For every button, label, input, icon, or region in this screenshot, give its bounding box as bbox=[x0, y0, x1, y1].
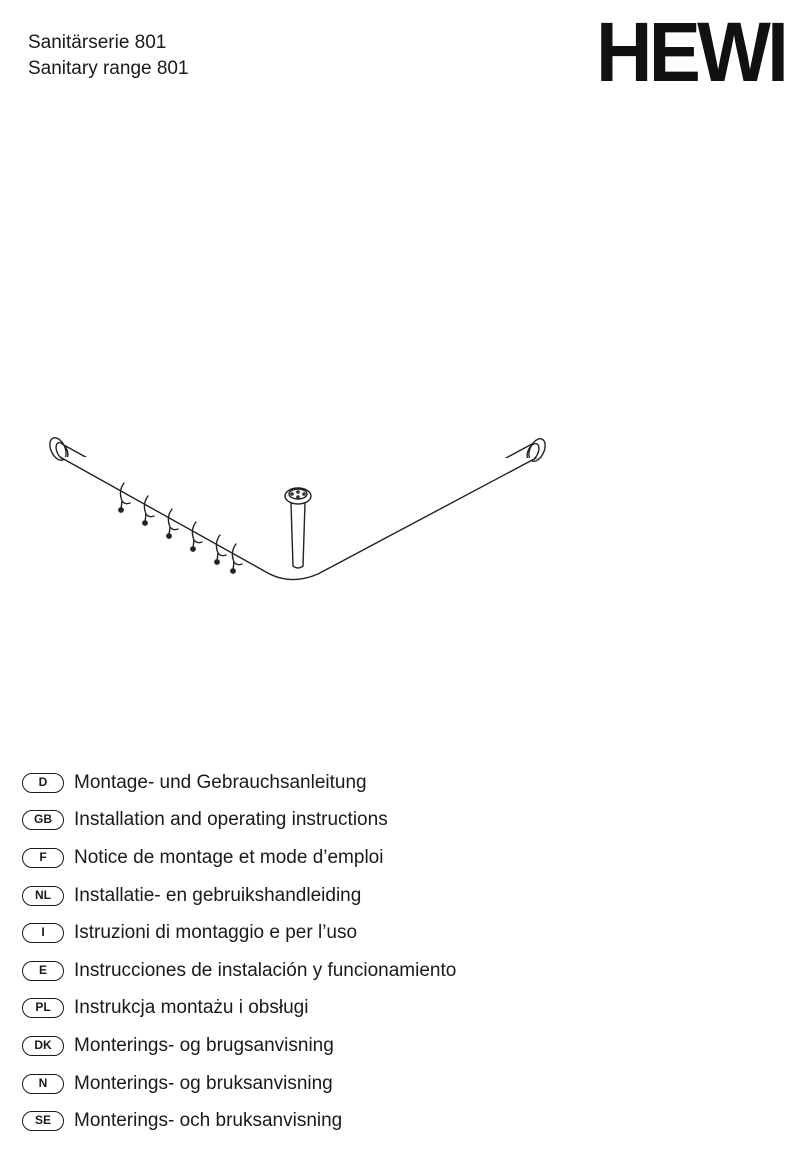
language-item bbox=[22, 1065, 782, 1103]
language-code-badge: N bbox=[22, 1074, 64, 1094]
language-title: Monterings- och bruksanvisning bbox=[74, 1110, 343, 1132]
language-code-badge: DK bbox=[22, 1036, 64, 1056]
language-item bbox=[22, 990, 782, 1028]
language-code-badge: E bbox=[22, 961, 64, 981]
language-list bbox=[22, 764, 782, 1140]
language-title: Notice de montage et mode d’emploi bbox=[74, 846, 384, 868]
language-item bbox=[22, 877, 782, 915]
language-item bbox=[22, 952, 782, 990]
language-code-badge: I bbox=[22, 923, 64, 943]
language-title: Installation and operating instructions bbox=[74, 809, 388, 831]
language-title: Monterings- og bruksanvisning bbox=[74, 1072, 333, 1094]
hewi-logo: HEWI bbox=[596, 5, 786, 99]
language-item bbox=[22, 802, 782, 840]
language-item bbox=[22, 1102, 782, 1140]
language-title: Installatie- en gebruikshandleiding bbox=[74, 884, 362, 906]
language-title: Monterings- og brugsanvisning bbox=[74, 1034, 334, 1056]
language-code-badge: PL bbox=[22, 998, 64, 1018]
language-item bbox=[22, 1027, 782, 1065]
language-title: Instrucciones de instalación y funcionamiento bbox=[74, 959, 457, 981]
language-code-badge: F bbox=[22, 848, 64, 868]
language-code-badge: SE bbox=[22, 1111, 64, 1131]
language-item bbox=[22, 839, 782, 877]
language-item bbox=[22, 764, 782, 802]
language-item bbox=[22, 914, 782, 952]
language-title: Instrukcja montażu i obsługi bbox=[74, 997, 309, 1019]
series-title-en: Sanitary range 801 bbox=[28, 58, 189, 79]
series-title-de: Sanitärserie 801 bbox=[28, 32, 167, 53]
language-title: Istruzioni di montaggio e per l’uso bbox=[74, 922, 358, 944]
language-code-badge: D bbox=[22, 773, 64, 793]
language-code-badge: GB bbox=[22, 810, 64, 830]
language-title: Montage- und Gebrauchsanleitung bbox=[74, 771, 367, 793]
curtain-rail bbox=[60, 444, 536, 580]
language-code-badge: NL bbox=[22, 886, 64, 906]
shower-rail-illustration bbox=[40, 430, 560, 590]
series-title bbox=[28, 30, 189, 82]
